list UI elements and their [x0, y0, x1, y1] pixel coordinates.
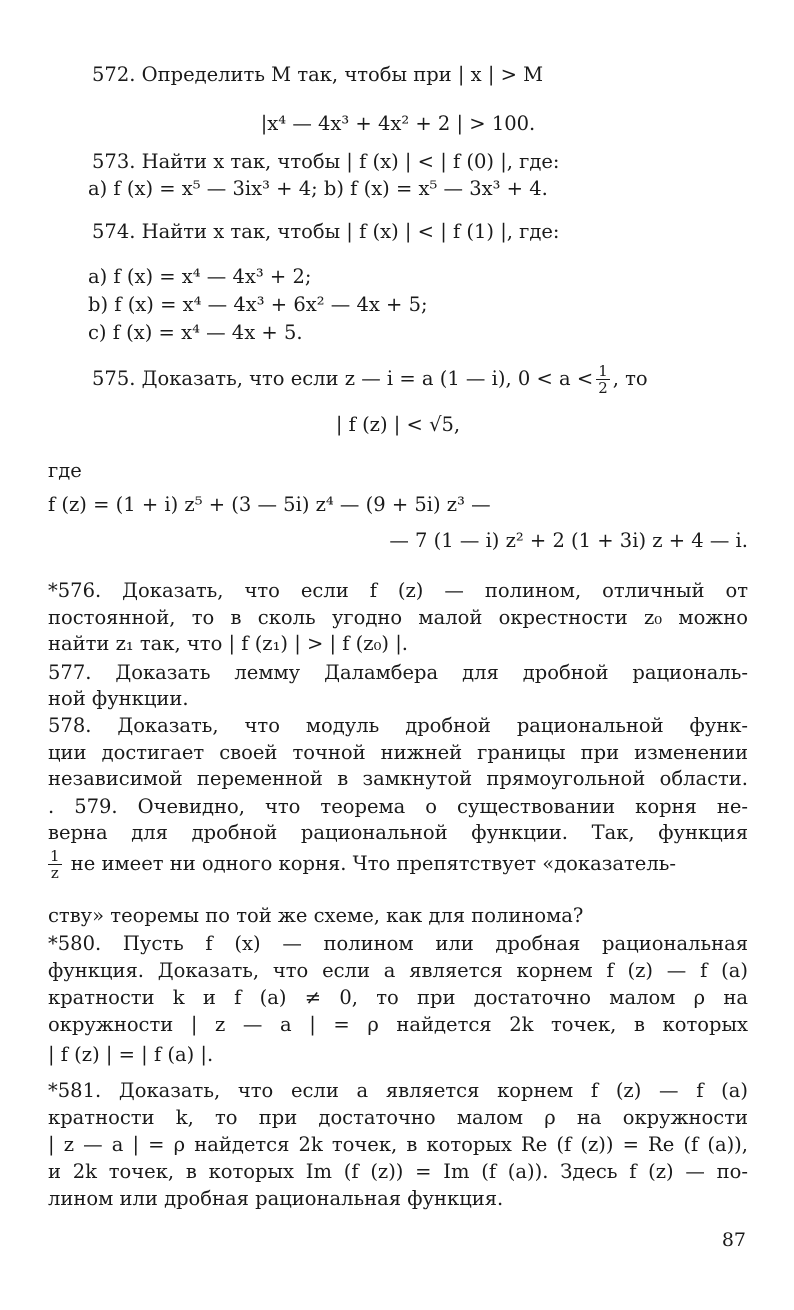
problem-578-line-1: 578. Доказать, что модуль дробной рациональной функ- — [48, 714, 748, 737]
problem-580-line-5: | f (z) | = | f (a) |. — [48, 1043, 214, 1066]
problem-576-line-3: найти z₁ так, что | f (z₁) | > | f (z₀) |. — [48, 632, 408, 655]
problem-575-text: 575. Доказать, что если z — i = a (1 — i), 0 < a < — [92, 367, 594, 390]
problem-573-line-2: a) f (x) = x⁵ — 3ix³ + 4; b) f (x) = x⁵ — 3x³ + 4. — [88, 177, 548, 200]
problem-580-line-4: окружности | z — a | = ρ найдется 2k точек, в которых — [48, 1013, 748, 1036]
problem-579-line-2: верна для дробной рациональной функции. Так, функция — [48, 821, 748, 844]
fraction-denominator: 2 — [598, 379, 608, 397]
problem-574-item-b: b) f (x) = x⁴ — 4x³ + 6x² — 4x + 5; — [88, 293, 428, 316]
problem-581-line-5: лином или дробная рациональная функция. — [48, 1187, 504, 1210]
problem-580-line-3: кратности k и f (a) ≠ 0, то при достаточно малом ρ на — [48, 986, 748, 1009]
problem-574-item-c: c) f (x) = x⁴ — 4x + 5. — [88, 321, 303, 344]
problem-575-text-end: , то — [612, 367, 648, 390]
fraction-one-half — [596, 363, 610, 396]
fraction-denominator: z — [50, 864, 59, 882]
fraction-one-over-z — [48, 848, 62, 881]
problem-577-line-2: ной функции. — [48, 687, 189, 710]
problem-578-line-2: ции достигает своей точной нижней границы при изменении — [48, 741, 748, 764]
problem-572-formula: |x⁴ — 4x³ + 4x² + 2 | > 100. — [260, 112, 536, 135]
problem-574-item-a: a) f (x) = x⁴ — 4x³ + 2; — [88, 265, 312, 288]
problem-572-line-1: 572. Определить M так, чтобы при | x | > M — [92, 63, 544, 86]
fraction-numerator: 1 — [598, 362, 608, 380]
problem-581-line-2: кратности k, то при достаточно малом ρ на окружности — [48, 1106, 748, 1129]
problem-580-line-1: *580. Пусть f (x) — полином или дробная рациональная — [48, 932, 748, 955]
problem-577-line-1: 577. Доказать лемму Даламбера для дробной рациональ- — [48, 661, 748, 684]
problem-578-line-3: независимой переменной в замкнутой прямоугольной области. — [48, 767, 748, 790]
fraction-numerator: 1 — [50, 847, 60, 865]
problem-579-line-1: . 579. Очевидно, что теорема о существовании корня не- — [48, 795, 748, 818]
problem-576-line-1: *576. Доказать, что если f (z) — полином, отличный от — [48, 579, 748, 602]
problem-575-formula-line-1: f (z) = (1 + i) z⁵ + (3 — 5i) z⁴ — (9 + 5i) z³ — — [48, 493, 491, 516]
problem-576-line-2: постоянной, то в сколь угодно малой окрестности z₀ можно — [48, 606, 748, 629]
problem-581-line-1: *581. Доказать, что если a является корнем f (z) — f (a) — [48, 1079, 748, 1102]
problem-575-inequality: | f (z) | < √5, — [335, 413, 461, 436]
problem-575-formula-line-2: — 7 (1 — i) z² + 2 (1 + 3i) z + 4 — i. — [389, 529, 748, 552]
problem-574-line-1: 574. Найти x так, чтобы | f (x) | < | f (1) |, где: — [92, 220, 560, 243]
problem-573-line-1: 573. Найти x так, чтобы | f (x) | < | f (0) |, где: — [92, 150, 560, 173]
problem-579-line-4: ству» теоремы по той же схеме, как для полинома? — [48, 904, 584, 927]
problem-581-line-4: и 2k точек, в которых Im (f (z)) = Im (f (a)). Здесь f (z) — по- — [48, 1160, 748, 1183]
problem-580-line-2: функция. Доказать, что если a является корнем f (z) — f (a) — [48, 959, 748, 982]
problem-581-line-3: | z — a | = ρ найдется 2k точек, в которых Re (f (z)) = Re (f (a)), — [48, 1133, 748, 1156]
problem-575-line-1 — [92, 363, 752, 396]
problem-579-line-3 — [48, 848, 748, 881]
page-number: 87 — [721, 1229, 746, 1251]
problem-579-text: не имеет ни одного корня. Что препятствует «доказатель- — [70, 852, 676, 875]
problem-575-where: где — [48, 459, 82, 482]
